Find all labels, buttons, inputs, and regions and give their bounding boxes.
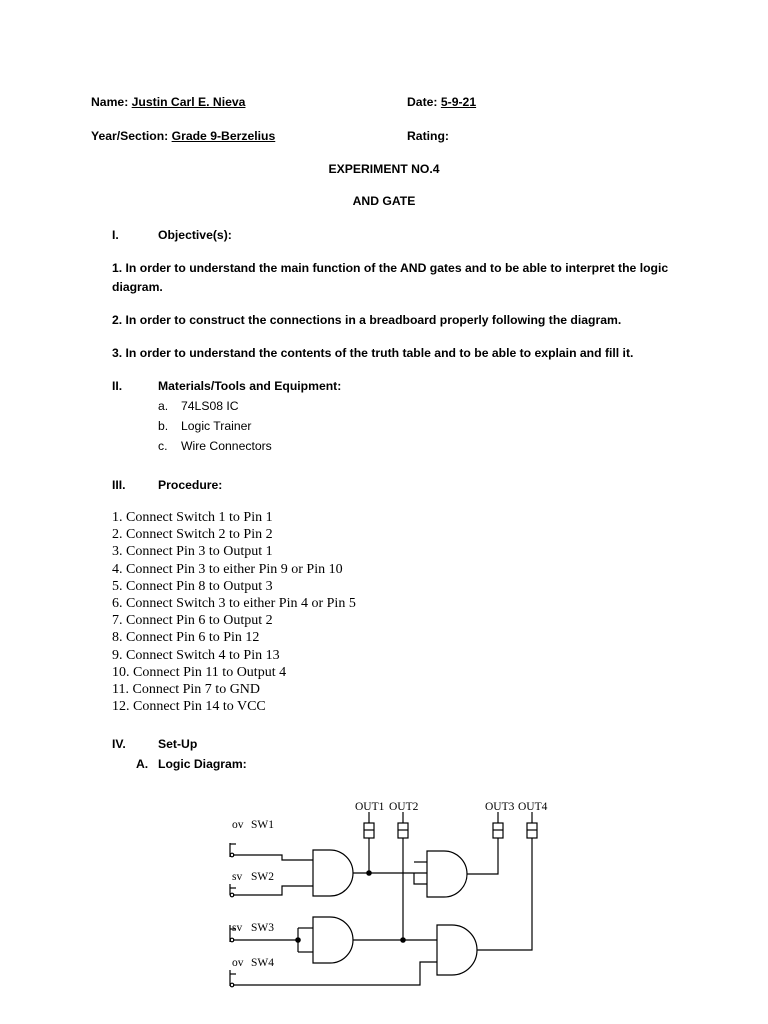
setup-sub-heading: Logic Diagram:	[158, 757, 247, 771]
experiment-title: EXPERIMENT NO.4	[328, 162, 440, 176]
and-gate-1	[313, 850, 353, 896]
procedure-heading: Procedure:	[158, 478, 223, 492]
section-label: Year/Section:	[91, 129, 169, 143]
objective-item: 3. In order to understand the contents of the truth table and to be able to explain and fill it.	[112, 346, 634, 360]
procedure-step: 4. Connect Pin 3 to either Pin 9 or Pin 10	[112, 561, 343, 577]
procedure-step: 8. Connect Pin 6 to Pin 12	[112, 630, 260, 646]
name-label: Name:	[91, 95, 129, 109]
objective-item: 2. In order to construct the connections in a breadboard properly following the diagram.	[112, 313, 622, 327]
procedure-step: 12. Connect Pin 14 to VCC	[112, 699, 266, 715]
switch-voltage-label: ov	[232, 819, 244, 831]
material-item-text: Logic Trainer	[181, 419, 252, 433]
switch-label-sw1: SW1	[251, 819, 274, 831]
and-gate-2	[313, 917, 353, 963]
materials-heading: Materials/Tools and Equipment:	[158, 379, 342, 393]
procedure-step: 10. Connect Pin 11 to Output 4	[112, 664, 287, 680]
procedure-step: 7. Connect Pin 6 to Output 2	[112, 613, 273, 629]
output-label-out3: OUT3	[485, 801, 515, 813]
switch-voltage-label: sv	[232, 871, 243, 883]
procedure-step: 6. Connect Switch 3 to either Pin 4 or Pin 5	[112, 595, 356, 611]
output-label-out1: OUT1	[355, 801, 385, 813]
material-item-letter: a.	[158, 399, 169, 413]
procedure-step: 11. Connect Pin 7 to GND	[112, 681, 261, 697]
led-out4-icon	[527, 812, 537, 838]
output-label-out4: OUT4	[518, 801, 548, 813]
procedure-step: 9. Connect Switch 4 to Pin 13	[112, 647, 280, 663]
date-label: Date:	[407, 95, 438, 109]
setup-sub-letter: A.	[136, 757, 149, 771]
and-gate-3	[427, 851, 467, 897]
procedure-step: 1. Connect Switch 1 to Pin 1	[112, 510, 273, 525]
objectives-numeral: I.	[112, 228, 119, 242]
switch-label-sw2: SW2	[251, 871, 274, 883]
rating-label: Rating:	[407, 129, 449, 143]
switch-sw4-icon	[230, 970, 236, 987]
output-label-out2: OUT2	[389, 801, 419, 813]
name-value: Justin Carl E. Nieva	[131, 95, 246, 109]
objectives-heading: Objective(s):	[158, 228, 232, 242]
objective-item: diagram.	[112, 280, 163, 294]
procedure-step: 5. Connect Pin 8 to Output 3	[112, 578, 273, 594]
procedure-step: 2. Connect Switch 2 to Pin 2	[112, 527, 273, 543]
procedure-numeral: III.	[112, 478, 126, 492]
material-item-text: Wire Connectors	[181, 439, 272, 453]
switch-voltage-label: sv	[232, 922, 243, 934]
material-item-text: 74LS08 IC	[181, 399, 239, 413]
led-out1-icon	[364, 812, 374, 838]
and-gate-4	[437, 925, 477, 975]
switch-voltage-label: ov	[232, 957, 244, 969]
procedure-step: 3. Connect Pin 3 to Output 1	[112, 544, 273, 560]
materials-numeral: II.	[112, 379, 123, 393]
setup-numeral: IV.	[112, 737, 126, 751]
objective-item: 1. In order to understand the main function of the AND gates and to be able to interpret the logic	[112, 261, 669, 275]
led-out3-icon	[493, 812, 503, 838]
switch-label-sw4: SW4	[251, 957, 274, 969]
switch-label-sw3: SW3	[251, 922, 274, 934]
setup-heading: Set-Up	[158, 737, 198, 751]
date-value: 5-9-21	[440, 95, 477, 109]
experiment-subtitle: AND GATE	[352, 194, 416, 208]
material-item-letter: b.	[158, 419, 169, 433]
material-item-letter: c.	[158, 439, 168, 453]
section-value: Grade 9-Berzelius	[171, 129, 276, 143]
led-out2-icon	[398, 812, 408, 838]
